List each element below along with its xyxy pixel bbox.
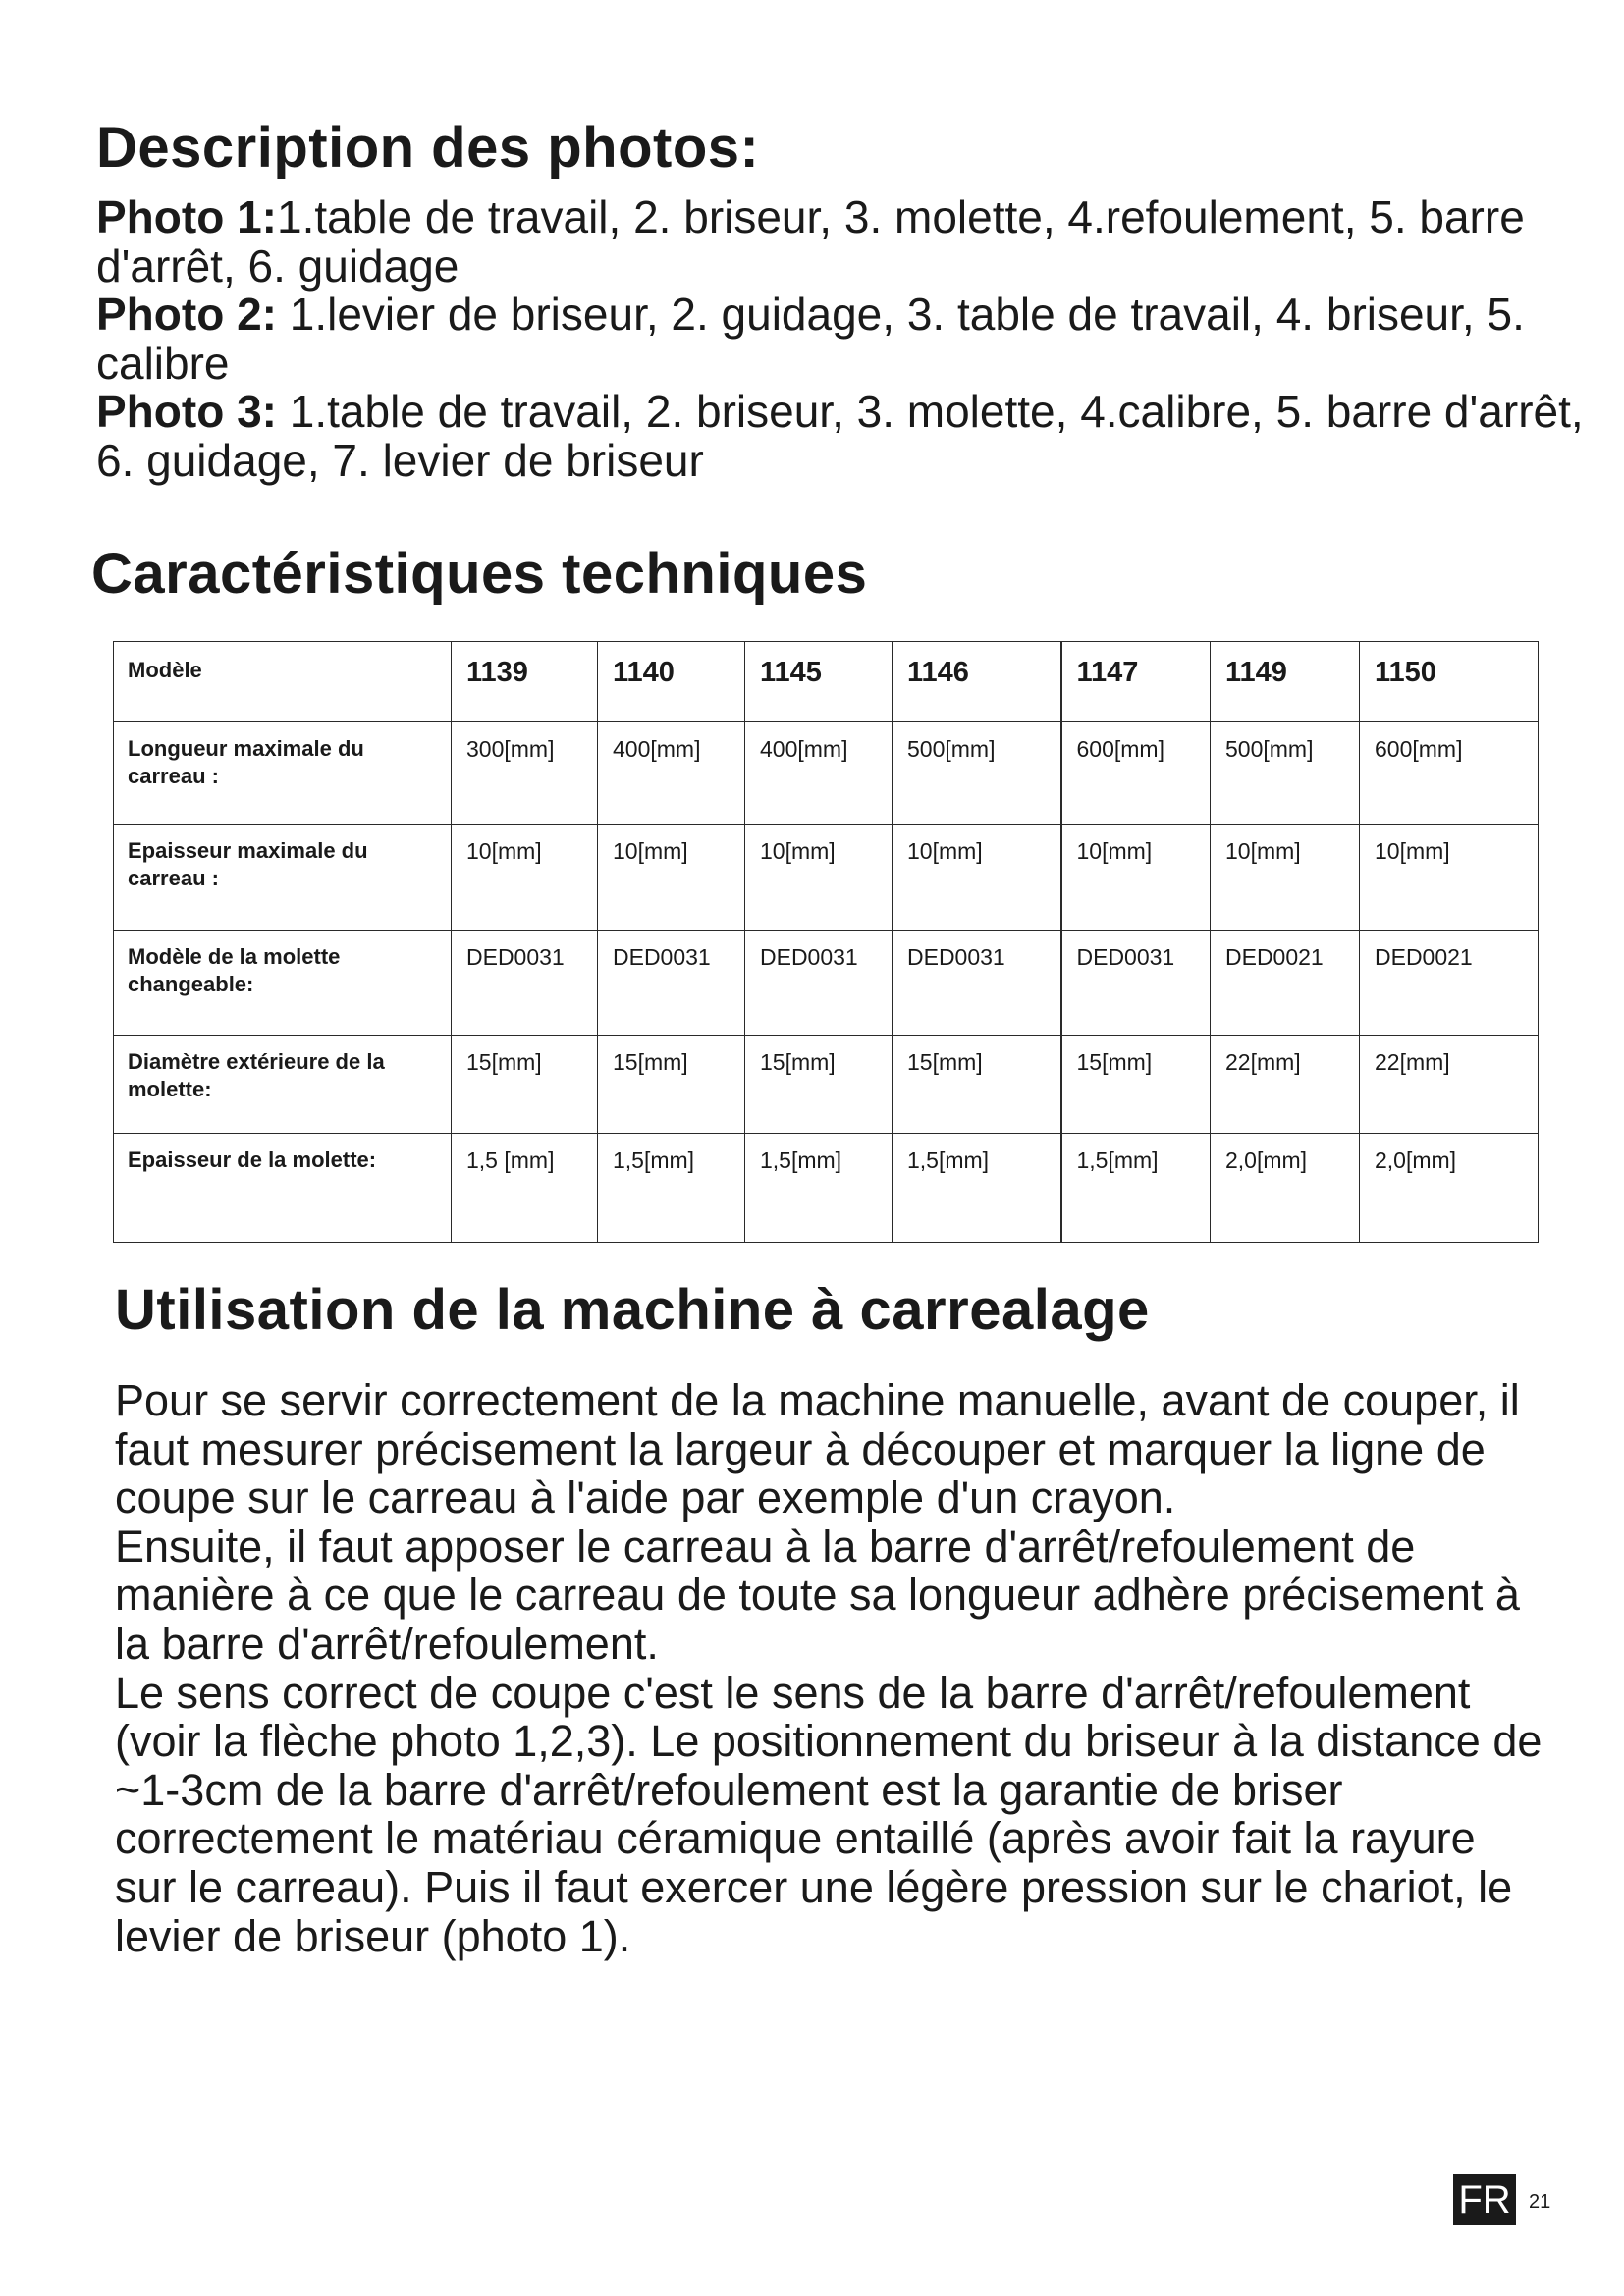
model-header-cell: 1150 xyxy=(1360,642,1539,722)
table-header-row xyxy=(114,642,1539,722)
table-cell: 15[mm] xyxy=(452,1036,598,1134)
table-cell: 10[mm] xyxy=(452,825,598,931)
usage-title: Utilisation de la machine à carrealage xyxy=(115,1278,1150,1342)
table-cell: 300[mm] xyxy=(452,722,598,825)
model-header-cell: 1146 xyxy=(893,642,1061,722)
table-cell: DED0031 xyxy=(452,931,598,1036)
page-number: 21 xyxy=(1529,2191,1551,2213)
table-cell: DED0031 xyxy=(598,931,745,1036)
photo-label: Photo 1: xyxy=(96,191,277,242)
table-row xyxy=(114,1036,1539,1134)
model-header-cell: 1149 xyxy=(1211,642,1360,722)
row-label-cell: Modèle de la molette changeable: xyxy=(114,931,452,1036)
table-cell: 600[mm] xyxy=(1360,722,1539,825)
table-cell: 1,5 [mm] xyxy=(452,1134,598,1243)
row-label-cell: Epaisseur de la molette: xyxy=(114,1134,452,1243)
table-cell: 400[mm] xyxy=(598,722,745,825)
table-cell: 10[mm] xyxy=(1061,825,1211,931)
table-cell: 500[mm] xyxy=(893,722,1061,825)
photo-description-2 xyxy=(96,290,1589,388)
table-cell: 1,5[mm] xyxy=(745,1134,893,1243)
model-header-cell: 1147 xyxy=(1061,642,1211,722)
photo-label: Photo 2: xyxy=(96,289,277,340)
table-cell: 1,5[mm] xyxy=(893,1134,1061,1243)
table-cell: 10[mm] xyxy=(893,825,1061,931)
table-cell: DED0021 xyxy=(1360,931,1539,1036)
table-cell: 10[mm] xyxy=(1211,825,1360,931)
table-cell: 15[mm] xyxy=(893,1036,1061,1134)
table-row xyxy=(114,825,1539,931)
table-cell: 15[mm] xyxy=(1061,1036,1211,1134)
table-cell: 2,0[mm] xyxy=(1211,1134,1360,1243)
row-label-cell: Diamètre extérieure de la molette: xyxy=(114,1036,452,1134)
photo-text: 1.levier de briseur, 2. guidage, 3. table de travail, 4. briseur, 5. calibre xyxy=(96,289,1525,389)
usage-paragraph: Ensuite, il faut apposer le carreau à la barre d'arrêt/refoulement de manière à ce que le carreau de toute sa longueur adhère précisement à la barre d'arrêt/refoulement. xyxy=(115,1521,1520,1669)
table-cell: 1,5[mm] xyxy=(598,1134,745,1243)
specs-title: Caractéristiques techniques xyxy=(91,542,868,606)
table-cell: 600[mm] xyxy=(1061,722,1211,825)
table-cell: DED0031 xyxy=(1061,931,1211,1036)
usage-paragraph: Le sens correct de coupe c'est le sens de la barre d'arrêt/refoulement (voir la flèche photo 1,2,3). Le positionnement du briseur à la distance de ~1-3cm de la barre d'arrêt/refoulement est la garantie de briser correctement le matériau céramique entaillé (après avoir fait la rayure sur le carreau). Puis il faut exercer une légère pression sur le chariot, le levier de briseur (photo 1). xyxy=(115,1667,1543,1961)
table-cell: 15[mm] xyxy=(598,1036,745,1134)
header-label-cell: Modèle xyxy=(114,642,452,722)
table-cell: 400[mm] xyxy=(745,722,893,825)
table-cell: 15[mm] xyxy=(745,1036,893,1134)
specs-table xyxy=(113,641,1539,1243)
model-header-cell: 1140 xyxy=(598,642,745,722)
photo-text: 1.table de travail, 2. briseur, 3. molette, 4.calibre, 5. barre d'arrêt, 6. guidage, 7. levier de briseur xyxy=(96,386,1584,486)
row-label-cell: Longueur maximale du carreau : xyxy=(114,722,452,825)
table-cell: 10[mm] xyxy=(1360,825,1539,931)
model-header-cell: 1139 xyxy=(452,642,598,722)
photo-description-1 xyxy=(96,192,1589,291)
language-badge: FR xyxy=(1453,2174,1516,2225)
photo-label: Photo 3: xyxy=(96,386,277,437)
table-cell: 1,5[mm] xyxy=(1061,1134,1211,1243)
table-cell: 10[mm] xyxy=(745,825,893,931)
table-row xyxy=(114,931,1539,1036)
row-label-cell: Epaisseur maximale du carreau : xyxy=(114,825,452,931)
table-cell: DED0031 xyxy=(893,931,1061,1036)
photo-text: 1.table de travail, 2. briseur, 3. molette, 4.refoulement, 5. barre d'arrêt, 6. guidage xyxy=(96,191,1525,292)
table-cell: DED0031 xyxy=(745,931,893,1036)
usage-paragraph: Pour se servir correctement de la machine manuelle, avant de couper, il faut mesurer précisement la largeur à découper et marquer la ligne de coupe sur le carreau à l'aide par exemple d'un crayon. xyxy=(115,1375,1520,1523)
table-cell: 2,0[mm] xyxy=(1360,1134,1539,1243)
table-row xyxy=(114,1134,1539,1243)
table-cell: 22[mm] xyxy=(1211,1036,1360,1134)
photo-description-3 xyxy=(96,387,1589,485)
table-row xyxy=(114,722,1539,825)
table-cell: 500[mm] xyxy=(1211,722,1360,825)
table-cell: 22[mm] xyxy=(1360,1036,1539,1134)
usage-body xyxy=(115,1376,1548,1960)
table-cell: 10[mm] xyxy=(598,825,745,931)
model-header-cell: 1145 xyxy=(745,642,893,722)
description-title: Description des photos: xyxy=(96,116,760,180)
table-cell: DED0021 xyxy=(1211,931,1360,1036)
